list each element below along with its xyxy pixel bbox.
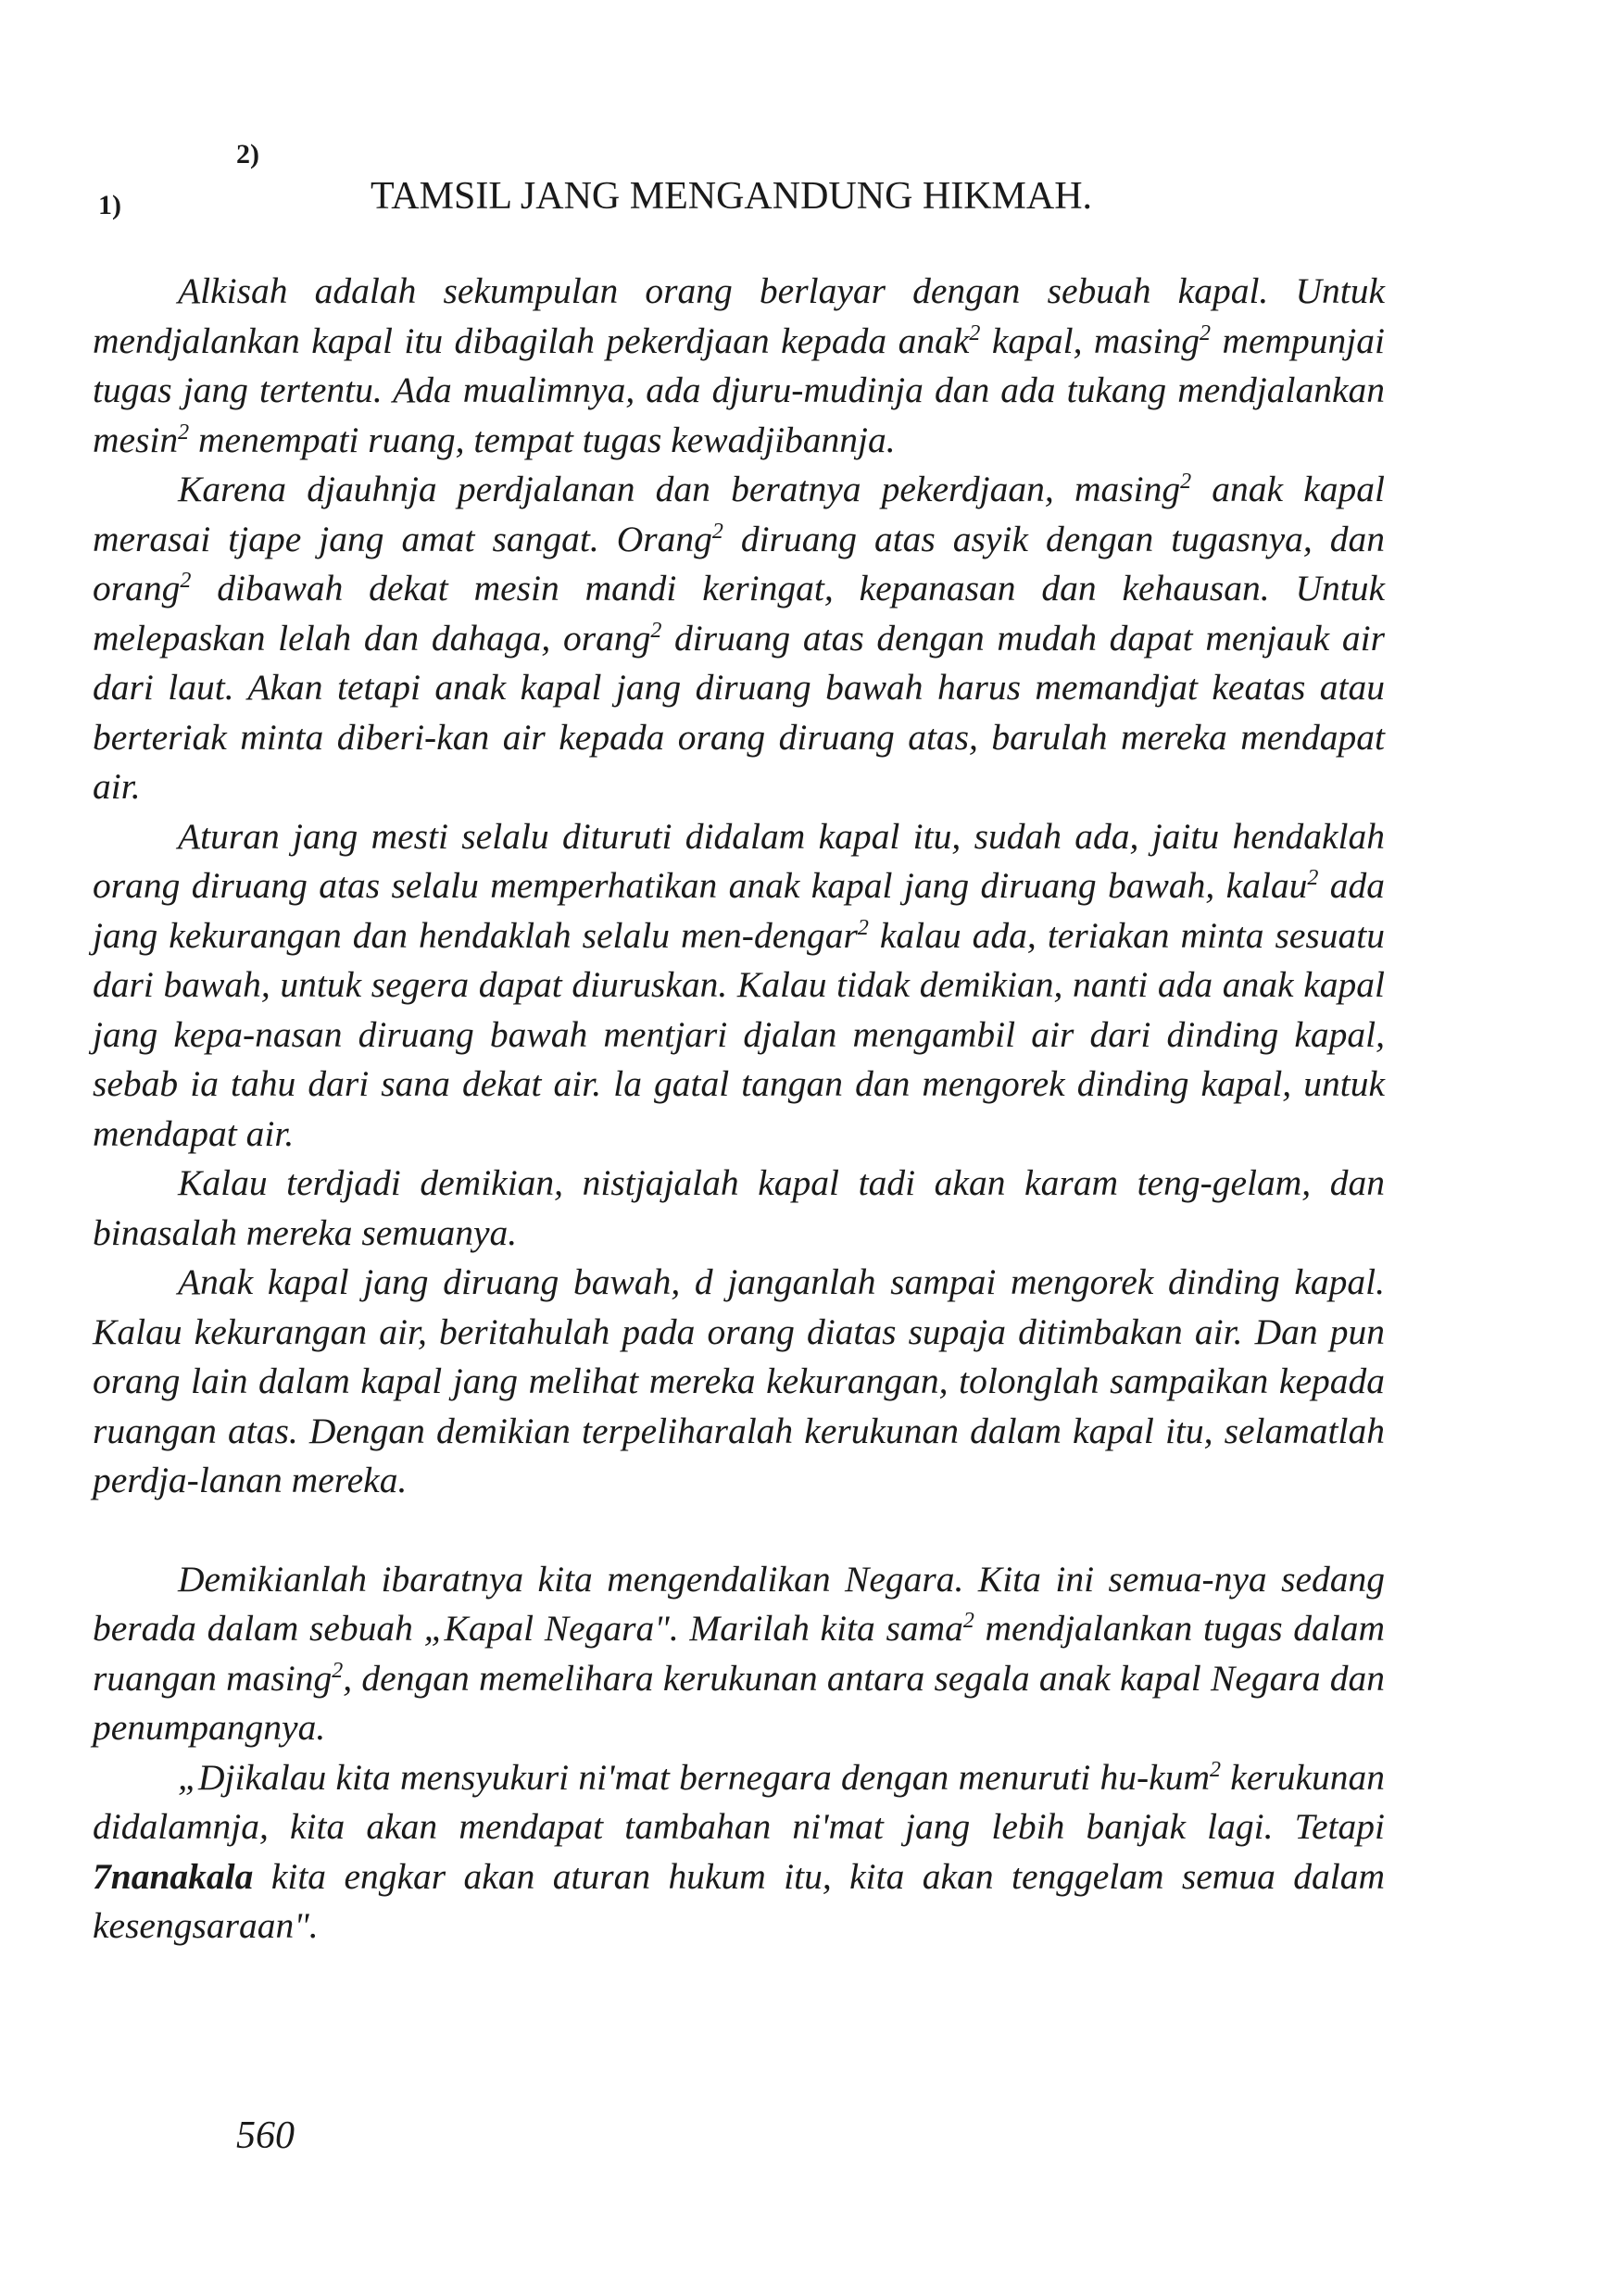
text-run: kalau ada, teriakan minta sesuatu dari bawah, untuk segera dapat diuruskan. Kalau tidak demikian, nanti ada anak kapal jang kepa-nasan diruang bawah mentjari djalan mengambil air dari dinding kapal, sebab ia tahu dari sana dekat air. la gatal tangan dan mengorek dinding kapal, untuk mendapat air.	[93, 914, 1385, 1154]
superscript: 2	[1209, 1757, 1221, 1782]
superscript: 2	[711, 519, 723, 544]
paragraph-4	[93, 1159, 1385, 1258]
superscript: 2	[962, 1609, 974, 1633]
text-run: Alkisah adalah sekumpulan orang berlayar dengan sebuah kapal. Untuk mendjalankan kapal itu dibagilah pekerdjaan kepada anak	[93, 270, 1385, 361]
bold-word: 7nanakala	[93, 1855, 254, 1897]
footnote-marker-2: 2)	[236, 139, 259, 169]
paragraph-5	[93, 1258, 1385, 1506]
text-run: Kalau terdjadi demikian, nistjajalah kapal tadi akan karam teng-gelam, dan binasalah mereka semuanya.	[93, 1162, 1385, 1253]
text-run: Karena djauhnja perdjalanan dan beratnya pekerdjaan, masing	[178, 469, 1181, 509]
superscript: 2	[180, 569, 192, 593]
text-run: kapal, masing	[980, 320, 1200, 361]
page-number: 560	[236, 2114, 295, 2157]
text-run: Anak kapal jang diruang bawah, d janganlah sampai mengorek dinding kapal. Kalau kekurangan air, beritahulah pada orang diatas supaja ditimbakan air. Dan pun orang lain dalam kapal jang melihat mereka kekurangan, tolonglah sampaikan kepada ruangan atas. Dengan demikian terpeliharalah kerukunan dalam kapal itu, selamatlah perdja-lanan mereka.	[93, 1261, 1385, 1500]
paragraph-2	[93, 465, 1385, 812]
body-text	[93, 267, 1385, 1951]
superscript: 2	[969, 320, 981, 345]
text-run: mempunjai tugas jang tertentu. Ada mualimnya, ada djuru-mudinja dan ada tukang mendjalankan mesin	[93, 320, 1385, 460]
text-run: anak kapal merasai tjape jang amat sangat. Orang	[93, 469, 1385, 559]
text-run: dibawah dekat mesin mandi keringat, kepanasan dan kehausan. Untuk melepaskan lelah dan dahaga, orang	[93, 568, 1385, 659]
paragraph-6	[93, 1555, 1385, 1753]
text-run: Demikianlah ibaratnya kita mengendalikan Negara. Kita ini semua-nya sedang berada dalam sebuah „Kapal Negara". Marilah kita sama	[93, 1558, 1385, 1649]
text-run: diruang atas asyik dengan tugasnya, dan orang	[93, 518, 1385, 609]
superscript: 2	[857, 915, 869, 940]
superscript: 2	[650, 618, 662, 643]
superscript: 2	[1307, 866, 1319, 890]
text-run: , dengan memelihara kerukunan antara segala anak kapal Negara dan penumpangnya.	[93, 1657, 1385, 1748]
superscript: 2	[332, 1658, 344, 1683]
text-run: kita engkar akan aturan hukum itu, kita akan tenggelam semua dalam kesengsaraan".	[93, 1855, 1385, 1946]
footnote-marker-1: 1)	[98, 190, 121, 220]
superscript: 2	[1180, 470, 1192, 494]
paragraph-1	[93, 267, 1385, 465]
text-run: kerukunan didalamnja, kita akan mendapat tambahan ni'mat jang lebih banjak lagi. Tetapi	[93, 1756, 1386, 1847]
superscript: 2	[178, 420, 190, 445]
page-title: TAMSIL JANG MENGANDUNG HIKMAH.	[371, 175, 1093, 218]
text-run: „Djikalau kita mensyukuri ni'mat bernegara dengan menuruti hu-kum	[178, 1756, 1210, 1798]
paragraph-3	[93, 812, 1385, 1160]
superscript: 2	[1200, 320, 1212, 345]
text-run: mendjalankan tugas dalam ruangan masing	[93, 1608, 1385, 1699]
text-run: diruang atas dengan mudah dapat menjauk air dari laut. Akan tetapi anak kapal jang diruang bawah harus memandjat keatas atau berteriak minta diberi-kan air kepada orang diruang atas, barulah mereka mendapat air.	[93, 617, 1385, 807]
text-run: menempati ruang, tempat tugas kewadjibannja.	[189, 419, 896, 460]
paragraph-7	[93, 1753, 1385, 1951]
text-run: Aturan jang mesti selalu dituruti didalam kapal itu, sudah ada, jaitu hendaklah orang diruang atas selalu memperhatikan anak kapal jang diruang bawah, kalau	[93, 815, 1385, 906]
text-run: ada jang kekurangan dan hendaklah selalu men-dengar	[93, 865, 1385, 956]
